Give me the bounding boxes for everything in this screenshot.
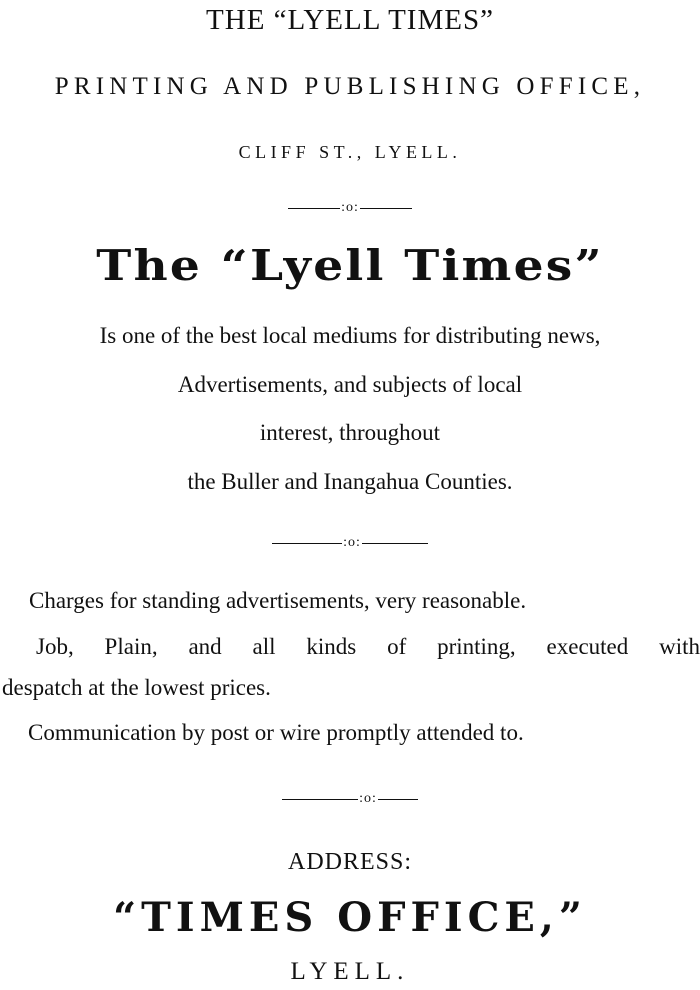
office-heading: PRINTING AND PUBLISHING OFFICE, <box>54 73 646 100</box>
divider-mark: :o: <box>343 535 361 550</box>
masthead-title: The “Lyell Times” <box>96 241 604 290</box>
divider-rule-left <box>272 543 342 544</box>
ornament-divider <box>0 199 700 217</box>
address-label: ADDRESS: <box>287 849 413 875</box>
description-line: Is one of the best local mediums for distributing news, <box>99 323 601 348</box>
divider-mark: :o: <box>359 791 377 806</box>
ornament-divider <box>0 534 700 552</box>
divider-rule-right <box>378 799 418 800</box>
charges-notice: Charges for standing advertisements, very reasonable. <box>29 588 527 613</box>
printing-notice-line2: despatch at the lowest prices. <box>2 675 271 700</box>
description-line: the Buller and Inangahua Counties. <box>187 469 513 494</box>
description-line: Advertisements, and subjects of local <box>177 372 523 397</box>
divider-rule-left <box>288 208 340 209</box>
communication-notice: Communication by post or wire promptly attended to. <box>28 720 524 745</box>
divider-rule-right <box>362 543 428 544</box>
ornament-divider <box>0 790 700 808</box>
printing-notice-line1: Job, Plain, and all kinds of printing, executed with <box>36 634 700 659</box>
description-line: interest, throughout <box>259 420 441 445</box>
office-name: “TIMES OFFICE,” <box>113 894 587 941</box>
divider-rule-right <box>360 208 412 209</box>
street-address: CLIFF ST., LYELL. <box>238 142 462 162</box>
divider-rule-left <box>282 799 358 800</box>
town-name: LYELL. <box>290 958 410 985</box>
divider-mark: :o: <box>341 200 359 215</box>
newspaper-title: THE “LYELL TIMES” <box>206 4 494 36</box>
